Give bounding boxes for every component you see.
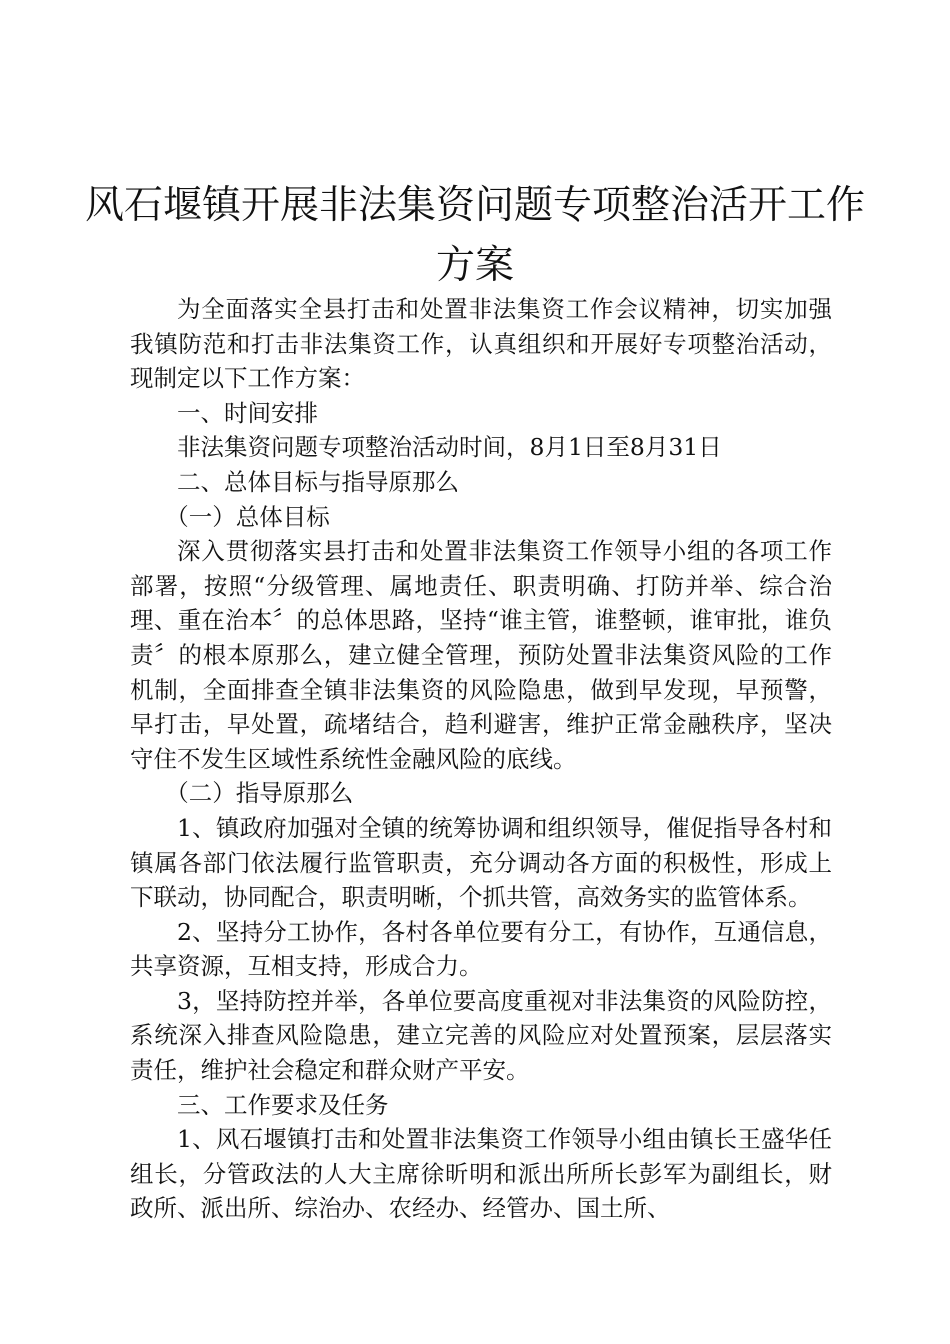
document-title [60, 176, 890, 296]
intro-paragraph: 为全面落实全县打击和处置非法集资工作会议精神，切实加强我镇防范和打击非法集资工作，认真组织和开展好专项整治活动，现制定以下工作方案： [130, 295, 832, 393]
subheading-principles: （二）指导原那么 [165, 779, 354, 808]
principle-item-1: 1、镇政府加强对全镇的统筹协调和组织领导，催促指导各村和镇属各部门依法履行监管职责，充分调动各方面的积极性，形成上下联动，协同配合，职责明晰，个抓共管，高效务实的监管体系。 [130, 813, 832, 912]
title-line-1: 风石堰镇开展非法集资问题专项整治活开工作 [84, 183, 865, 228]
title-line-2: 方案 [435, 243, 514, 288]
subheading-overall-goal: （一）总体目标 [165, 502, 330, 531]
document-body [130, 292, 832, 1226]
time-paragraph: 非法集资问题专项整治活动时间，8月1日至8月31日 [177, 433, 722, 462]
overall-goal-paragraph: 深入贯彻落实县打击和处置非法集资工作领导小组的各项工作部署，按照“分级管理、属地责任、职责明确、打防并举、综合治理、重在治本〞的总体思路，坚持“谁主管，谁整顿，谁审批，谁负责〞的根本原那么，建立健全管理，预防处置非法集资风险的工作机制，全面排查全镇非法集资的风险隐患，做到早发现，早预警，早打击，早处置，疏堵结合，趋利避害，维护正常金融秩序，坚决守住不发生区域性系统性金融风险的底线。 [130, 537, 832, 773]
principle-item-2: 2、坚持分工协作，各村各单位要有分工，有协作，互通信息，共享资源，互相支持，形成合力。 [130, 917, 832, 981]
section-heading-goals: 二、总体目标与指导原那么 [177, 467, 459, 496]
task-item-1: 1、风石堰镇打击和处置非法集资工作领导小组由镇长王盛华任组长，分管政法的人大主席徐昕明和派出所所长彭军为副组长，财政所、派出所、综治办、农经办、经管办、国土所、 [130, 1125, 832, 1223]
section-heading-tasks: 三、工作要求及任务 [177, 1090, 389, 1119]
section-heading-time: 一、时间安排 [177, 398, 318, 427]
principle-item-3: 3，坚持防控并举，各单位要高度重视对非法集资的风险防控，系统深入排查风险隐患，建立完善的风险应对处置预案，层层落实责任，维护社会稳定和群众财产平安。 [130, 986, 832, 1085]
